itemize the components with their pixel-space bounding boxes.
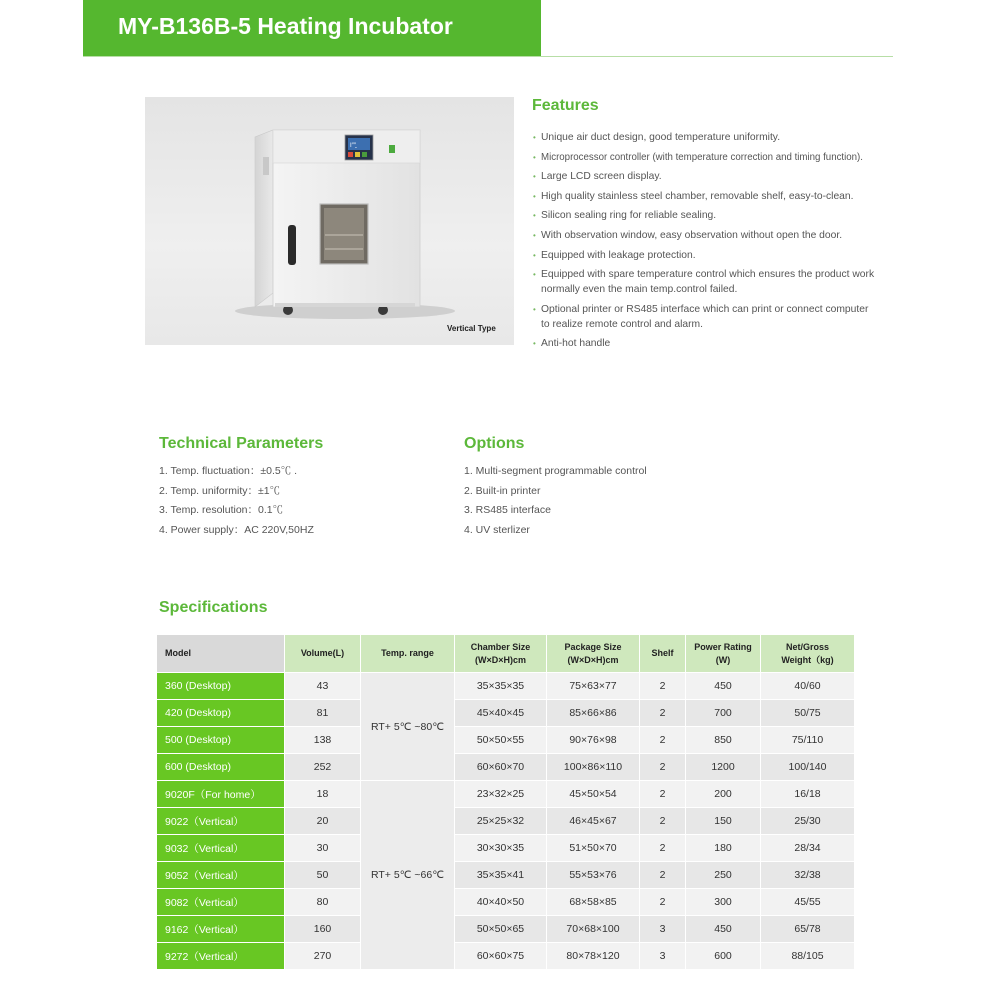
cell-power: 450 bbox=[686, 673, 761, 700]
cell-shelf: 2 bbox=[640, 727, 686, 754]
cell-volume: 270 bbox=[285, 943, 361, 970]
column-header-temp-range: Temp. range bbox=[361, 635, 455, 673]
cell-weight: 25/30 bbox=[761, 808, 855, 835]
cell-volume: 81 bbox=[285, 700, 361, 727]
cell-weight: 100/140 bbox=[761, 754, 855, 781]
table-row bbox=[157, 943, 855, 970]
cell-volume: 160 bbox=[285, 916, 361, 943]
options-list bbox=[464, 464, 647, 542]
cell-model: 360 (Desktop) bbox=[157, 673, 285, 700]
feature-item: • Equipped with spare temperature control which ensures the product work normally even the main temp.control failed. bbox=[533, 267, 878, 297]
cell-shelf: 2 bbox=[640, 808, 686, 835]
cell-chamber: 45×40×45 bbox=[455, 700, 547, 727]
cell-power: 850 bbox=[686, 727, 761, 754]
cell-package: 70×68×100 bbox=[547, 916, 640, 943]
cell-package: 100×86×110 bbox=[547, 754, 640, 781]
feature-item: • High quality stainless steel chamber, removable shelf, easy-to-clean. bbox=[533, 189, 878, 204]
technical-heading: Technical Parameters bbox=[159, 435, 324, 452]
cell-power: 180 bbox=[686, 835, 761, 862]
column-header-weight: Net/Gross Weight（kg) bbox=[761, 635, 855, 673]
cell-package: 80×78×120 bbox=[547, 943, 640, 970]
cell-chamber: 50×50×65 bbox=[455, 916, 547, 943]
cell-volume: 80 bbox=[285, 889, 361, 916]
cell-model: 420 (Desktop) bbox=[157, 700, 285, 727]
cell-model: 9052（Vertical） bbox=[157, 862, 285, 889]
cell-model: 9082（Vertical） bbox=[157, 889, 285, 916]
cell-weight: 65/78 bbox=[761, 916, 855, 943]
cell-power: 300 bbox=[686, 889, 761, 916]
cell-shelf: 2 bbox=[640, 862, 686, 889]
technical-item: 2. Temp. uniformity：±1℃ bbox=[159, 484, 281, 497]
power-switch-icon bbox=[389, 145, 395, 153]
cell-power: 250 bbox=[686, 862, 761, 889]
cell-package: 51×50×70 bbox=[547, 835, 640, 862]
cell-chamber: 50×50×55 bbox=[455, 727, 547, 754]
cell-model: 9162（Vertical） bbox=[157, 916, 285, 943]
features-list bbox=[533, 130, 878, 356]
cell-power: 150 bbox=[686, 808, 761, 835]
cell-package: 85×66×86 bbox=[547, 700, 640, 727]
door-handle bbox=[288, 225, 296, 265]
technical-item: 3. Temp. resolution：0.1℃ bbox=[159, 504, 284, 516]
cell-weight: 40/60 bbox=[761, 673, 855, 700]
feature-item: • With observation window, easy observation without open the door. bbox=[533, 228, 878, 243]
cell-model: 600 (Desktop) bbox=[157, 754, 285, 781]
cell-shelf: 3 bbox=[640, 943, 686, 970]
cell-chamber: 35×35×35 bbox=[455, 673, 547, 700]
feature-item: • Unique air duct design, good temperature uniformity. bbox=[533, 130, 878, 145]
cell-chamber: 30×30×35 bbox=[455, 835, 547, 862]
svg-text:I″″̱̱: I″″̱̱ bbox=[350, 143, 356, 149]
table-row bbox=[157, 754, 855, 781]
cell-volume: 18 bbox=[285, 781, 361, 808]
cell-shelf: 2 bbox=[640, 835, 686, 862]
specifications-table bbox=[156, 634, 855, 970]
option-item: 2. Built-in printer bbox=[464, 484, 541, 497]
specifications-heading: Specifications bbox=[159, 599, 268, 616]
cell-weight: 88/105 bbox=[761, 943, 855, 970]
cell-power: 700 bbox=[686, 700, 761, 727]
title-divider bbox=[83, 56, 893, 57]
option-item: 3. RS485 interface bbox=[464, 504, 551, 516]
feature-item: • Silicon sealing ring for reliable sealing. bbox=[533, 208, 878, 223]
feature-item: • Equipped with leakage protection. bbox=[533, 248, 878, 263]
cell-chamber: 60×60×70 bbox=[455, 754, 547, 781]
cell-package: 46×45×67 bbox=[547, 808, 640, 835]
feature-item: • Optional printer or RS485 interface which can print or connect computer to realize remote control and alarm. bbox=[533, 302, 878, 332]
cell-weight: 32/38 bbox=[761, 862, 855, 889]
cell-model: 9032（Vertical） bbox=[157, 835, 285, 862]
cell-chamber: 35×35×41 bbox=[455, 862, 547, 889]
table-row bbox=[157, 862, 855, 889]
feature-item: • Anti-hot handle bbox=[533, 336, 878, 351]
cell-volume: 43 bbox=[285, 673, 361, 700]
table-header-row bbox=[157, 635, 855, 673]
option-item: 1. Multi-segment programmable control bbox=[464, 465, 647, 477]
cell-chamber: 25×25×32 bbox=[455, 808, 547, 835]
cell-model: 500 (Desktop) bbox=[157, 727, 285, 754]
cell-power: 1200 bbox=[686, 754, 761, 781]
table-row bbox=[157, 808, 855, 835]
cell-power: 450 bbox=[686, 916, 761, 943]
technical-list bbox=[159, 464, 314, 542]
cell-package: 55×53×76 bbox=[547, 862, 640, 889]
product-photo bbox=[145, 97, 514, 345]
technical-item: 1. Temp. fluctuation：±0.5℃ . bbox=[159, 465, 298, 477]
column-header-volume: Volume(L) bbox=[285, 635, 361, 673]
page-title: MY-B136B-5 Heating Incubator bbox=[118, 13, 453, 39]
cell-package: 68×58×85 bbox=[547, 889, 640, 916]
cell-shelf: 3 bbox=[640, 916, 686, 943]
column-header-power-rating: Power Rating (W) bbox=[686, 635, 761, 673]
cell-volume: 138 bbox=[285, 727, 361, 754]
cell-model: 9022（Vertical） bbox=[157, 808, 285, 835]
cell-shelf: 2 bbox=[640, 673, 686, 700]
cell-shelf: 2 bbox=[640, 781, 686, 808]
table-row bbox=[157, 916, 855, 943]
cell-weight: 16/18 bbox=[761, 781, 855, 808]
column-header-shelf: Shelf bbox=[640, 635, 686, 673]
table-row bbox=[157, 835, 855, 862]
cell-weight: 75/110 bbox=[761, 727, 855, 754]
column-header-package-size: Package Size (W×D×H)cm bbox=[547, 635, 640, 673]
incubator-illustration bbox=[145, 97, 514, 345]
feature-item: • Microprocessor controller (with temperature correction and timing function). bbox=[533, 150, 878, 165]
table-row bbox=[157, 727, 855, 754]
column-header-chamber-size: Chamber Size (W×D×H)cm bbox=[455, 635, 547, 673]
cell-volume: 20 bbox=[285, 808, 361, 835]
option-item: 4. UV sterlizer bbox=[464, 523, 530, 536]
options-heading: Options bbox=[464, 435, 525, 452]
column-header-model: Model bbox=[157, 635, 285, 673]
cell-temp-range: RT+ 5℃ ~80℃ bbox=[361, 673, 455, 781]
cell-weight: 45/55 bbox=[761, 889, 855, 916]
cell-weight: 28/34 bbox=[761, 835, 855, 862]
table-row bbox=[157, 781, 855, 808]
cell-power: 200 bbox=[686, 781, 761, 808]
cell-weight: 50/75 bbox=[761, 700, 855, 727]
cell-package: 75×63×77 bbox=[547, 673, 640, 700]
cell-package: 90×76×98 bbox=[547, 727, 640, 754]
features-heading: Features bbox=[532, 97, 599, 114]
cell-temp-range: RT+ 5℃ ~66℃ bbox=[361, 781, 455, 970]
cell-shelf: 2 bbox=[640, 700, 686, 727]
table-row bbox=[157, 673, 855, 700]
cell-volume: 50 bbox=[285, 862, 361, 889]
cell-shelf: 2 bbox=[640, 889, 686, 916]
cell-volume: 30 bbox=[285, 835, 361, 862]
feature-item: • Large LCD screen display. bbox=[533, 169, 878, 184]
cell-power: 600 bbox=[686, 943, 761, 970]
table-row bbox=[157, 889, 855, 916]
cell-package: 45×50×54 bbox=[547, 781, 640, 808]
cell-chamber: 40×40×50 bbox=[455, 889, 547, 916]
cell-volume: 252 bbox=[285, 754, 361, 781]
technical-item: 4. Power supply：AC 220V,50HZ bbox=[159, 523, 314, 536]
cell-chamber: 23×32×25 bbox=[455, 781, 547, 808]
cell-shelf: 2 bbox=[640, 754, 686, 781]
cell-model: 9020F（For home） bbox=[157, 781, 285, 808]
table-row bbox=[157, 700, 855, 727]
cell-chamber: 60×60×75 bbox=[455, 943, 547, 970]
cell-model: 9272（Vertical） bbox=[157, 943, 285, 970]
photo-caption: Vertical Type bbox=[447, 324, 496, 333]
